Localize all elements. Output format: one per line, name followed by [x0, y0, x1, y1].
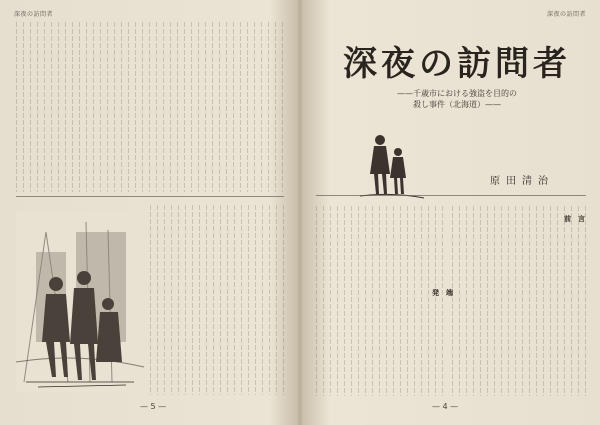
section-heading-beginning: 発 端	[432, 288, 453, 297]
title-illustration	[352, 122, 432, 202]
left-column-divider	[16, 196, 284, 197]
left-bottom-text-columns	[150, 205, 284, 395]
right-text-columns-2	[316, 206, 446, 396]
article-subtitle-line-2: 殺し事件（北海道）——	[413, 100, 501, 109]
right-text-columns-1	[452, 206, 586, 396]
left-running-head: 深夜の訪問者	[14, 11, 54, 18]
right-header-rule	[316, 195, 586, 196]
article-author: 原田清治	[490, 176, 554, 187]
section-heading-preface: 前 言	[564, 214, 585, 223]
left-top-text-block	[16, 22, 284, 192]
right-text-block-2	[316, 206, 446, 396]
article-subtitle-line-1: ——千歳市における強盗を目的の	[397, 89, 517, 98]
right-page	[302, 0, 600, 425]
right-page-number: — 4 —	[432, 402, 459, 411]
left-illustration	[16, 212, 144, 392]
left-page-number: — 5 —	[140, 402, 167, 411]
article-title: 深夜の訪問者	[343, 44, 571, 84]
right-text-block-1	[452, 206, 586, 396]
left-top-text-columns	[16, 22, 284, 192]
right-running-head: 深夜の訪問者	[546, 11, 586, 18]
left-bottom-text-block	[150, 205, 284, 395]
article-subtitle	[342, 88, 572, 110]
left-page	[0, 0, 298, 425]
